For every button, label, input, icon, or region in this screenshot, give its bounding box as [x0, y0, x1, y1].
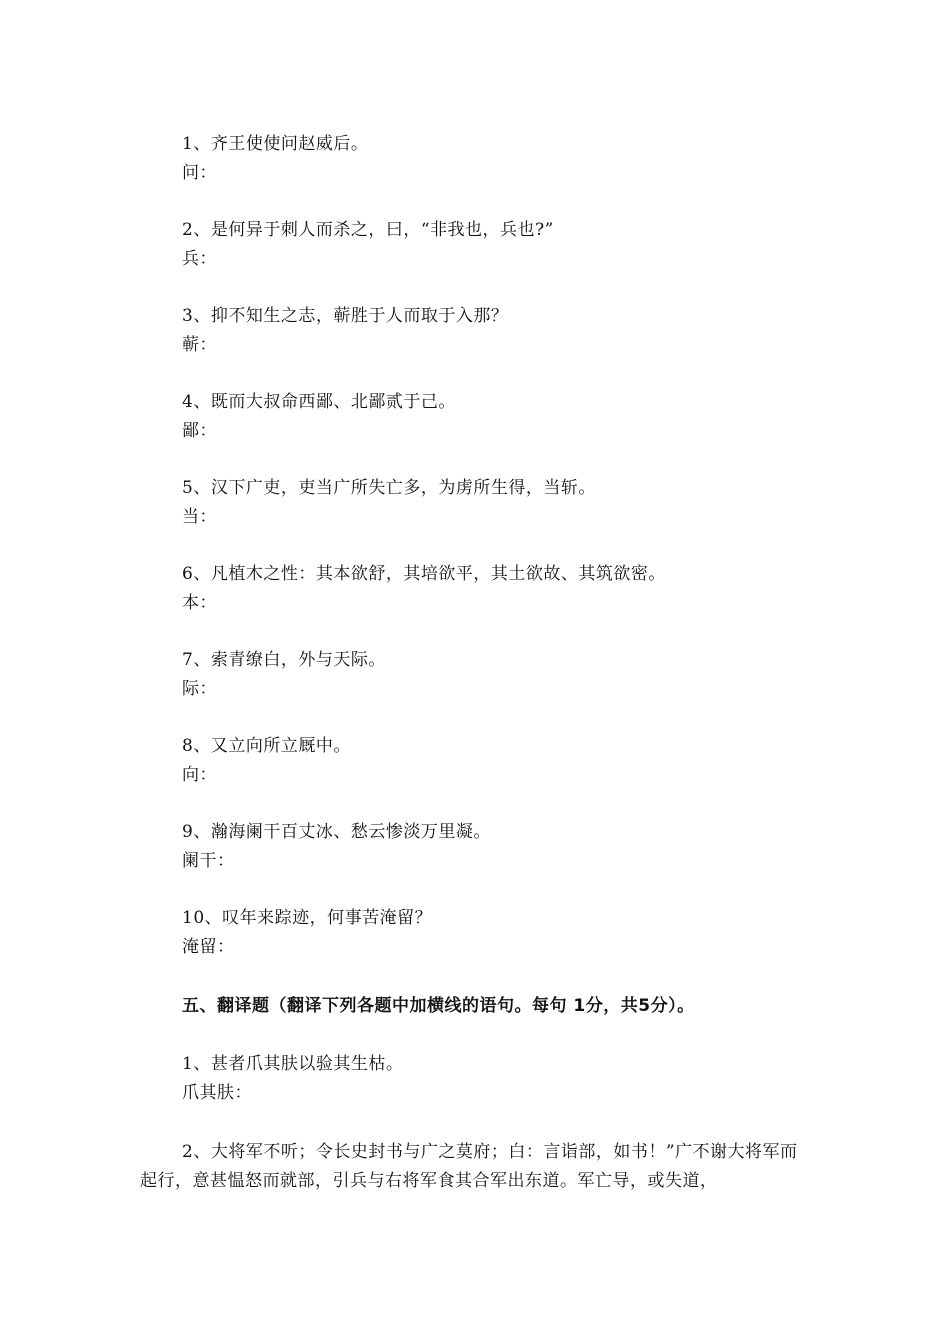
question-8: 8、又立向所立厩中。	[182, 736, 351, 756]
section-5-heading: 五、翻译题（翻译下列各题中加横线的语句。每句 1分，共5分）。	[182, 996, 695, 1016]
answer-label-7: 际：	[182, 679, 217, 699]
question-9: 9、瀚海阑干百丈冰、愁云惨淡万里凝。	[182, 822, 491, 842]
question-10: 10、叹年来踪迹，何事苦淹留？	[182, 908, 433, 928]
translation-question-1: 1、甚者爪其肤以验其生枯。	[182, 1054, 404, 1074]
answer-label-10: 淹留：	[182, 937, 235, 957]
answer-label-8: 向：	[182, 765, 217, 785]
answer-label-9: 阑干：	[182, 851, 235, 871]
translation-passage-2-text: 2、大将军不听；令长史封书与广之莫府；白：言诣部，如书！”广不谢大将军而起行，意甚愠怒而就部，引兵与右将军食其合军出东道。军亡导，或失道，	[140, 1142, 798, 1191]
question-6: 6、凡植木之性：其本欲舒，其培欲平，其土欲故、其筑欲密。	[182, 564, 666, 584]
answer-label-1: 问：	[182, 163, 217, 183]
translation-answer-label-1: 爪其肤：	[182, 1083, 252, 1103]
question-5: 5、汉下广吏，吏当广所失亡多，为虏所生得，当斩。	[182, 478, 596, 498]
question-4: 4、既而大叔命西鄙、北鄙贰于己。	[182, 392, 456, 412]
question-3: 3、抑不知生之志，蕲胜于人而取于入那？	[182, 306, 509, 326]
translation-passage-2	[140, 1138, 812, 1196]
answer-label-2: 兵：	[182, 249, 217, 269]
answer-label-4: 鄙：	[182, 421, 217, 441]
question-1: 1、齐王使使问赵威后。	[182, 134, 369, 154]
answer-label-6: 本：	[182, 593, 217, 613]
question-7: 7、索青缭白，外与天际。	[182, 650, 386, 670]
question-2: 2、是何异于刺人而杀之，曰，“非我也，兵也?”	[182, 220, 554, 240]
answer-label-5: 当：	[182, 507, 217, 527]
answer-label-3: 蕲：	[182, 335, 217, 355]
